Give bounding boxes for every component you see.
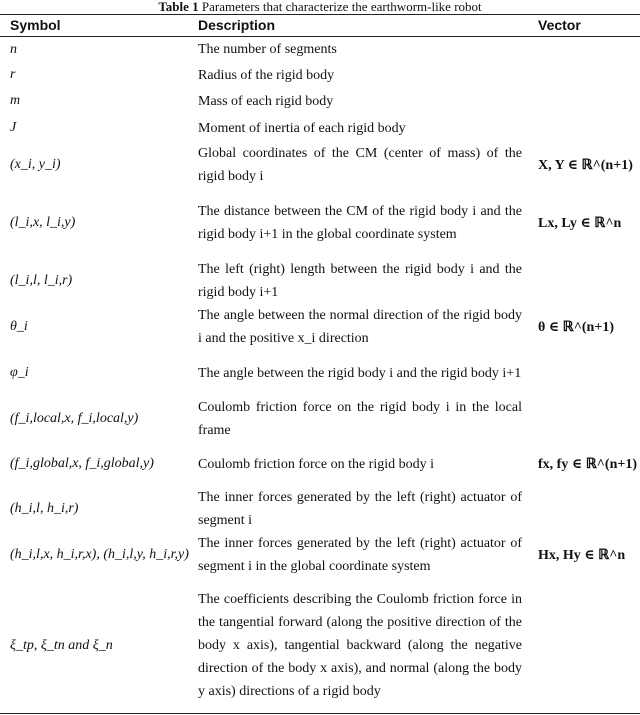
description-cell: The number of segments [198,42,337,57]
description-cell: The left (right) length between the rigid body i and the rigid body i+1 [198,262,522,300]
vector-cell [538,37,638,62]
table-caption [0,0,640,14]
symbol-cell: (l_i,x, l_i,y) [10,215,76,230]
vector-cell [538,258,638,304]
description-cell: The distance between the CM of the rigid body i and the rigid body i+1 in the global coordinate system [198,204,522,242]
table-row [0,578,640,713]
vector-cell: fx, fy ∈ ℝ^(n+1) [538,456,637,472]
description-cell: The coefficients describing the Coulomb friction force in the tangential forward (along the positive direction of the body x axis), tangential backward (along the negative direction of the body x axis), and normal (along the body y axis) directions of a rigid body [198,592,522,699]
description-cell: The angle between the rigid body i and the rigid body i+1 [198,365,522,381]
symbol-cell: (f_i,local,x, f_i,local,y) [10,411,139,426]
description-cell: The inner forces generated by the left (right) actuator of segment i [198,490,522,528]
vector-cell: Lx, Ly ∈ ℝ^n [538,215,622,231]
table-caption-label: Table 1 [158,0,199,14]
table-row [0,37,640,62]
vector-cell [538,396,638,442]
vector-cell: θ ∈ ℝ^(n+1) [538,319,614,335]
description-cell: Moment of inertia of each rigid body [198,120,406,136]
symbol-cell: n [10,41,17,57]
symbol-cell: φ_i [10,365,29,380]
description-cell: The angle between the normal direction of the rigid body i and the positive x_i direction [198,308,522,346]
symbol-cell: m [10,93,21,108]
description-cell: The inner forces generated by the left (right) actuator of segment i in the global coordinate system [198,536,522,574]
vector-cell [538,350,638,396]
vector-cell: X, Y ∈ ℝ^(n+1) [538,157,633,173]
table-row [0,114,640,142]
description-cell: Radius of the rigid body [198,67,335,83]
description-cell: Coulomb friction force on the rigid body i in the local frame [198,400,522,438]
symbol-cell: (h_i,l, h_i,r) [10,501,79,516]
table-row [0,532,640,578]
table-row [0,88,640,114]
symbol-cell: (l_i,l, l_i,r) [10,273,73,288]
table-row [0,142,640,188]
table-row [0,486,640,532]
symbol-cell: (f_i,global,x, f_i,global,y) [10,456,154,471]
header-description: Description [198,17,276,33]
description-cell: Global coordinates of the CM (center of mass) of the rigid body i [198,146,522,184]
header-symbol: Symbol [10,17,61,33]
table-row [0,396,640,442]
description-cell: Coulomb friction force on the rigid body i [198,456,435,472]
symbol-cell: r [10,67,16,82]
table-row [0,62,640,88]
vector-cell [538,114,638,142]
table-row [0,258,640,304]
header-vector: Vector [538,17,581,33]
vector-cell: Hx, Hy ∈ ℝ^n [538,547,626,563]
symbol-cell: (h_i,l,x, h_i,r,x), (h_i,l,y, h_i,r,y) [10,547,189,562]
description-cell: Mass of each rigid body [198,93,334,109]
table-row [0,304,640,350]
vector-cell [538,486,638,532]
table-row [0,442,640,486]
table-row [0,350,640,396]
symbol-cell: J [10,120,17,135]
bottom-rule [0,713,640,714]
symbol-cell: (x_i, y_i) [10,157,61,172]
table-row [0,188,640,258]
symbol-cell: θ_i [10,319,28,334]
table-caption-text: Parameters that characterize the earthworm-like robot [198,0,482,14]
vector-cell [538,578,638,713]
vector-cell [538,62,638,88]
vector-cell [538,88,638,114]
symbol-cell: ξ_tp, ξ_tn and ξ_n [10,637,113,653]
